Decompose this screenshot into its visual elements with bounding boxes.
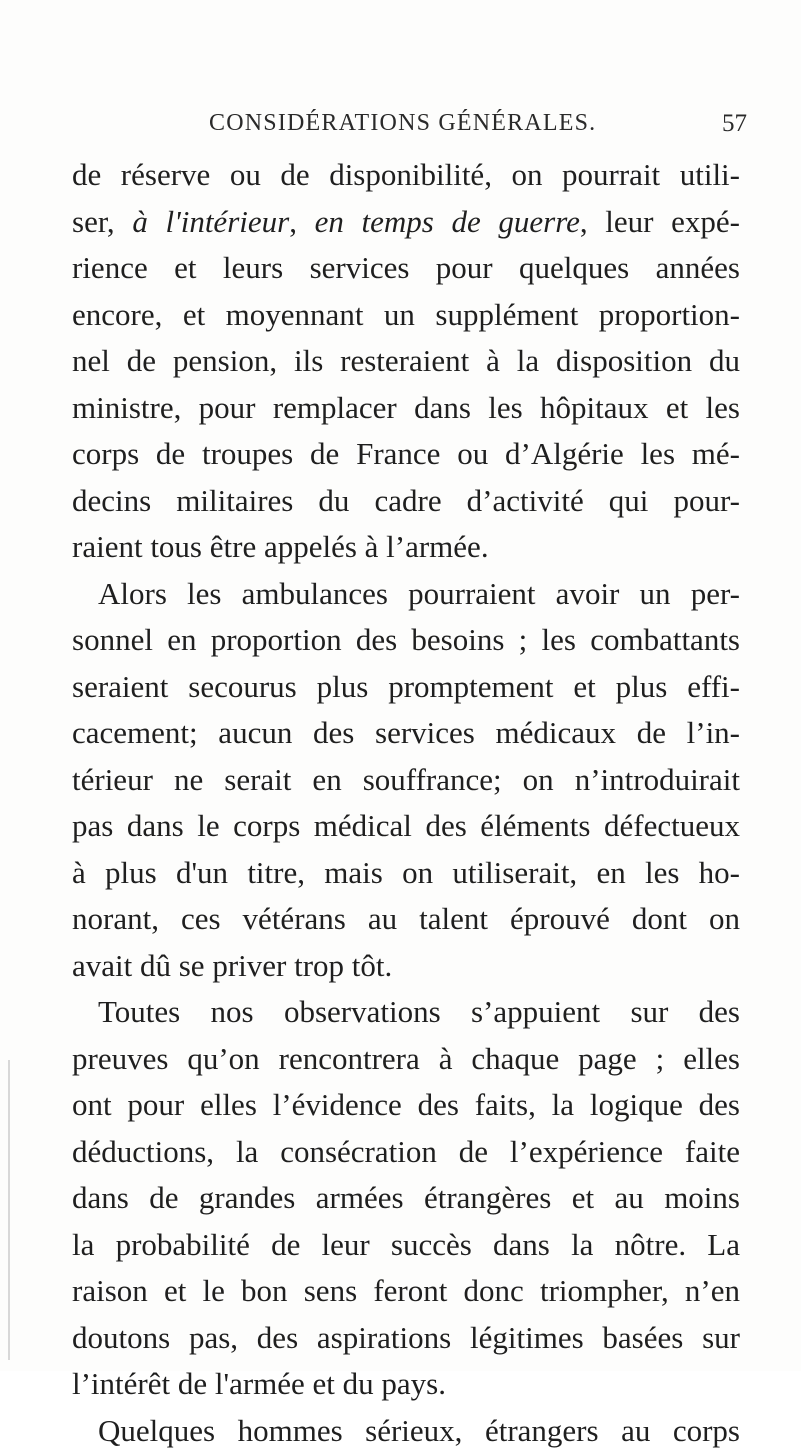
- text-segment: Quelques hommes sérieux, étrangers au corps: [98, 1413, 740, 1448]
- text-line: [72, 1361, 740, 1408]
- text-segment: pas dans le corps médical des éléments défectueux: [72, 808, 740, 843]
- text-line: [72, 431, 740, 478]
- text-segment: decins militaires du cadre d’activité qui pour-: [72, 483, 740, 518]
- text-segment: encore, et moyennant un supplément proportion-: [72, 297, 740, 332]
- body-text: [72, 152, 740, 1454]
- text-line: [72, 757, 740, 804]
- text-line: [72, 199, 740, 246]
- text-line: [72, 571, 740, 618]
- text-segment: sonnel en proportion des besoins ; les combattants: [72, 622, 740, 657]
- text-segment: de réserve ou de disponibilité, on pourrait utili-: [72, 157, 740, 192]
- text-segment: nel de pension, ils resteraient à la disposition du: [72, 343, 740, 378]
- text-line: [72, 803, 740, 850]
- text-line: [72, 1315, 740, 1362]
- text-segment: norant, ces vétérans au talent éprouvé dont on: [72, 901, 740, 936]
- text-line: [72, 943, 740, 990]
- text-line: [72, 1222, 740, 1269]
- text-line: [72, 524, 740, 571]
- text-line: [72, 710, 740, 757]
- text-segment: térieur ne serait en souffrance; on n’introduirait: [72, 762, 740, 797]
- text-line: [72, 1129, 740, 1176]
- text-segment: rience et leurs services pour quelques années: [72, 250, 740, 285]
- page-number: 57: [722, 110, 747, 138]
- text-segment: Toutes nos observations s’appuient sur des: [98, 994, 740, 1029]
- text-segment: l’intérêt de l'armée et du pays.: [72, 1366, 446, 1401]
- text-segment: raient tous être appelés à l’armée.: [72, 529, 489, 564]
- text-line: [72, 1408, 740, 1454]
- text-segment: corps de troupes de France ou d’Algérie les mé-: [72, 436, 740, 471]
- text-segment: Alors les ambulances pourraient avoir un per-: [98, 576, 740, 611]
- text-segment: doutons pas, des aspirations légitimes basées sur: [72, 1320, 740, 1355]
- text-line: [72, 1036, 740, 1083]
- italic-text-segment: à l'intérieur: [132, 204, 289, 239]
- text-line: [72, 850, 740, 897]
- text-line: [72, 1175, 740, 1222]
- italic-text-segment: en temps de guerre: [315, 204, 580, 239]
- text-line: [72, 152, 740, 199]
- binding-edge-shadow: [8, 1060, 10, 1360]
- text-segment: dans de grandes armées étrangères et au moins: [72, 1180, 740, 1215]
- text-segment: ont pour elles l’évidence des faits, la logique des: [72, 1087, 740, 1122]
- text-line: [72, 896, 740, 943]
- text-line: [72, 664, 740, 711]
- text-segment: raison et le bon sens feront donc triompher, n’en: [72, 1273, 740, 1308]
- text-segment: à plus d'un titre, mais on utiliserait, en les ho-: [72, 855, 740, 890]
- text-segment: cacement; aucun des services médicaux de l’in-: [72, 715, 740, 750]
- text-segment: ser,: [72, 204, 132, 239]
- text-segment: , leur expé-: [580, 204, 740, 239]
- text-segment: déductions, la consécration de l’expérience faite: [72, 1134, 740, 1169]
- text-line: [72, 338, 740, 385]
- text-segment: avait dû se priver trop tôt.: [72, 948, 392, 983]
- text-line: [72, 1268, 740, 1315]
- text-segment: la probabilité de leur succès dans la nôtre. La: [72, 1227, 740, 1262]
- page-header: [0, 110, 801, 150]
- text-line: [72, 245, 740, 292]
- text-line: [72, 385, 740, 432]
- text-segment: ministre, pour remplacer dans les hôpitaux et les: [72, 390, 740, 425]
- text-line: [72, 617, 740, 664]
- text-line: [72, 478, 740, 525]
- text-segment: ,: [289, 204, 314, 239]
- text-line: [72, 989, 740, 1036]
- running-title: CONSIDÉRATIONS GÉNÉRALES.: [209, 110, 596, 137]
- text-line: [72, 292, 740, 339]
- text-segment: preuves qu’on rencontrera à chaque page ; elles: [72, 1041, 740, 1076]
- text-line: [72, 1082, 740, 1129]
- text-segment: seraient secourus plus promptement et plus effi-: [72, 669, 740, 704]
